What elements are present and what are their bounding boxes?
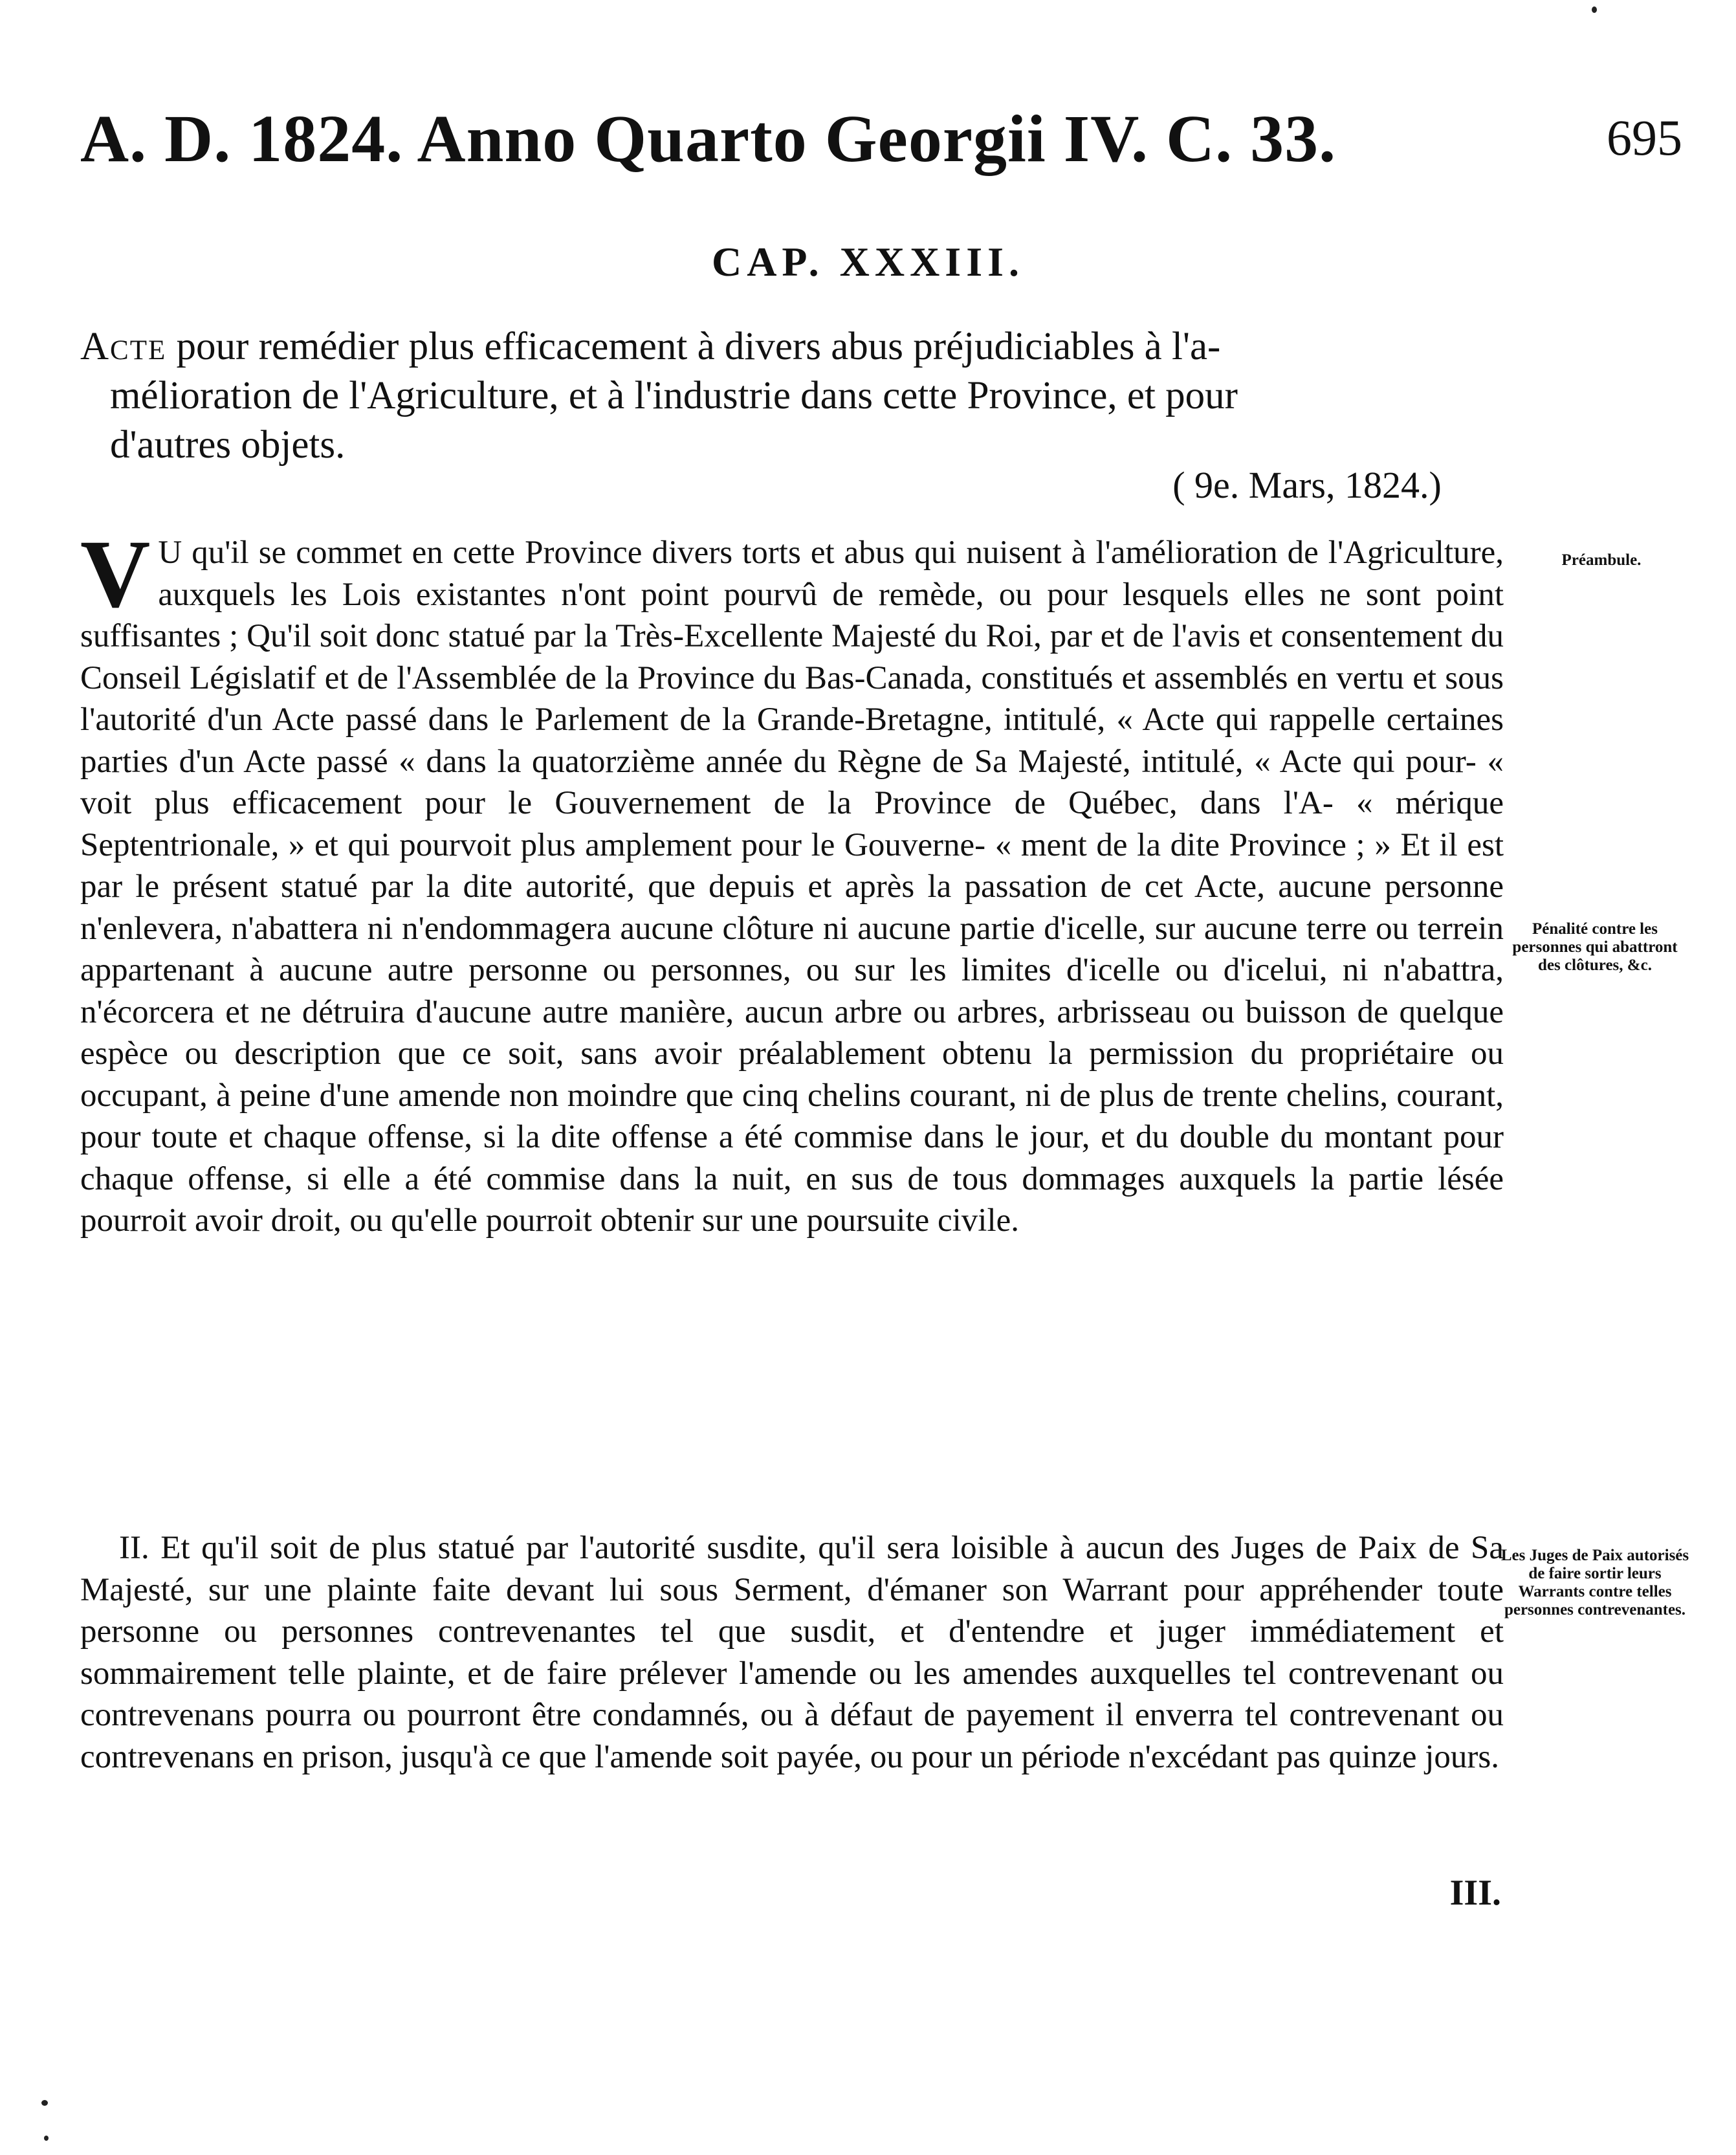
act-title-line-3: d'autres objets. (110, 423, 346, 467)
act-title-line-2: mélioration de l'Agriculture, et à l'industrie dans cette Province, et pour (110, 374, 1238, 417)
marginal-note-justices: Les Juges de Paix autorisés de faire sortir leurs Warrants contre telles personnes contrevenantes. (1500, 1547, 1689, 1619)
act-title-line-1-text: pour remédier plus efficacement à divers abus préjudiciables à l'a- (166, 325, 1221, 368)
marginal-note-penalty: Pénalité contre les personnes qui abattront des clôtures, &c. (1512, 920, 1678, 974)
chapter-heading: CAP. XXXIII. (711, 239, 1025, 285)
section-2-numeral: II. (119, 1530, 149, 1566)
act-title-line-1 (80, 322, 1504, 371)
marginal-note-preamble: Préambule. (1561, 551, 1642, 569)
ink-speck (44, 2136, 49, 2141)
section-2-paragraph (80, 1527, 1504, 1778)
page-number: 695 (1607, 109, 1682, 166)
act-title (80, 322, 1504, 470)
catchword: III. (1449, 1873, 1501, 1913)
act-title-lead: Acte (80, 325, 167, 368)
drop-cap: V (80, 520, 151, 628)
act-date: ( 9e. Mars, 1824.) (1172, 464, 1442, 506)
ink-speck (1592, 6, 1597, 13)
ink-speck (41, 2100, 48, 2106)
running-header-title: A. D. 1824. Anno Quarto Georgii IV. C. 33. (80, 102, 1337, 176)
section-2-body (80, 1527, 1504, 1778)
section-2-text: Et qu'il soit de plus statué par l'autorité susdite, qu'il sera loisible à aucun des Juges de Paix de Sa Majesté, sur une plainte faite devant lui sous Serment, d'émaner son Warrant pour appréhender toute personne ou personnes contrevenantes tel que susdit, et d'entendre et juger immédiatement et sommairement telle plainte, et de faire prélever l'amende ou les amendes auxquelles tel contrevenant ou contrevenans pourra ou pourront être condamnés, ou à défaut de payement il enverra tel contrevenant ou contrevenans en prison, jusqu'à ce que l'amende soit payée, ou pour un période n'excédant pas quinze jours. (80, 1530, 1504, 1775)
section-1-paragraph (80, 520, 1504, 1242)
section-1-text: U qu'il se commet en cette Province divers torts et abus qui nuisent à l'amélioration de l'Agriculture, auxquels les Lois existantes n'ont point pourvû de remède, ou pour lesquels elles ne sont point suffisantes ; Qu'il soit donc statué par la Très-Excellente Majesté du Roi, par et de l'avis et consentement du Conseil Législatif et de l'Assemblée de la Province du Bas-Canada, constitués et assemblés en vertu et sous l'autorité d'un Acte passé dans le Parlement de la Grande-Bretagne, intitulé, « Acte qui rappelle certaines parties d'un Acte passé « dans la quatorzième année du Règne de Sa Majesté, intitulé, « Acte qui pour- « voit plus efficacement pour le Gouvernement de la Province de Québec, dans l'A- « mérique Septentrionale, » et qui pourvoit plus amplement pour le Gouverne- « ment de la dite Province ; » Et il est par le présent statué par la dite autorité, que depuis et après la passation de cet Acte, aucune personne n'enlevera, n'abattera ni n'endommagera aucune clôture ni aucune partie d'icelle, sur aucune terre ou terrein appartenant à aucune autre personne ou personnes, ou sur les limites d'icelle ou d'icelui, ni n'abattra, n'écorcera et ne détruira d'aucune autre manière, aucun arbre ou arbres, arbrisseau ou buisson de quelque espèce ou description que ce soit, sans avoir préalablement obtenu la permission du propriétaire ou occupant, à peine d'une amende non moindre que cinq chelins courant, ni de plus de trente chelins, courant, pour toute et chaque offense, si la dite offense a été commise dans le jour, et du double du montant pour chaque offense, si elle a été commise dans la nuit, en sus de tous dommages auxquels la partie lésée pourroit avoir droit, ou qu'elle pourroit obtenir sur une poursuite civile. (80, 535, 1504, 1239)
